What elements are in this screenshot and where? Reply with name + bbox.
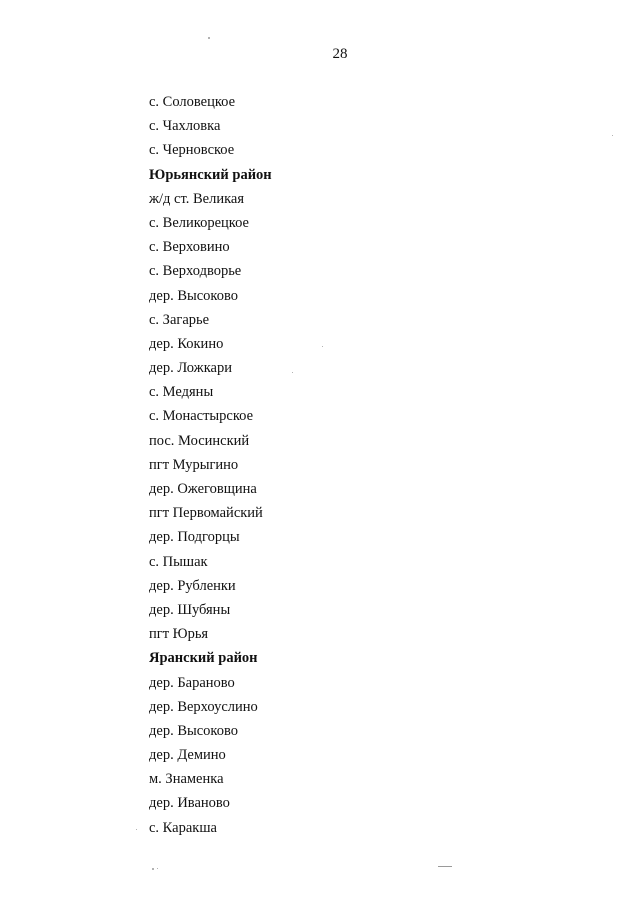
settlement-item: с. Великорецкое xyxy=(149,214,249,231)
scan-speck xyxy=(612,135,613,136)
settlement-item: дер. Шубяны xyxy=(149,601,231,618)
settlement-item: с. Монастырское xyxy=(149,408,254,425)
settlement-item: дер. Кокино xyxy=(149,335,224,352)
settlement-item: с. Соловецкое xyxy=(149,94,236,110)
settlement-item: пгт Первомайский xyxy=(149,505,263,522)
settlement-item: пос. Мосинский xyxy=(149,432,250,449)
settlement-item: дер. Ложкари xyxy=(149,360,232,377)
district-heading: Юрьянский район xyxy=(149,166,272,183)
settlement-item: дер. Демино xyxy=(149,747,226,764)
district-heading: Яранский район xyxy=(149,650,258,667)
settlement-item: дер. Бараново xyxy=(149,674,235,691)
scan-speck xyxy=(438,866,452,867)
settlement-item: с. Чахловка xyxy=(149,118,221,135)
settlement-item: дер. Рубленки xyxy=(149,577,236,594)
scan-speck xyxy=(292,372,293,373)
settlement-item: дер. Подгорцы xyxy=(149,529,240,546)
scan-speck xyxy=(157,868,158,869)
scan-speck xyxy=(136,829,137,830)
settlement-item: с. Загарье xyxy=(149,311,210,328)
settlement-item: пгт Мурыгино xyxy=(149,456,239,473)
settlement-item: ж/д ст. Великая xyxy=(149,190,245,207)
settlement-item: с. Пышак xyxy=(149,553,208,570)
settlement-item: дер. Иваново xyxy=(149,795,230,812)
settlement-item: с. Каракша xyxy=(149,819,217,836)
settlement-item: м. Знаменка xyxy=(149,771,224,788)
scan-speck xyxy=(322,346,323,347)
scan-speck xyxy=(208,37,210,39)
settlement-item: дер. Ожеговщина xyxy=(149,481,257,497)
settlement-list xyxy=(149,90,272,840)
settlement-item: с. Верховино xyxy=(149,239,230,256)
settlement-item: пгт Юрья xyxy=(149,626,209,643)
settlement-item: с. Черновское xyxy=(149,142,235,159)
settlement-item: дер. Верхоуслино xyxy=(149,698,258,715)
settlement-item: дер. Высоково xyxy=(149,722,238,739)
settlement-item: с. Медяны xyxy=(149,384,214,401)
scan-speck xyxy=(152,868,154,870)
settlement-item: дер. Высоково xyxy=(149,287,238,304)
settlement-item: с. Верходворье xyxy=(149,263,242,280)
page-number: 28 xyxy=(332,46,348,62)
